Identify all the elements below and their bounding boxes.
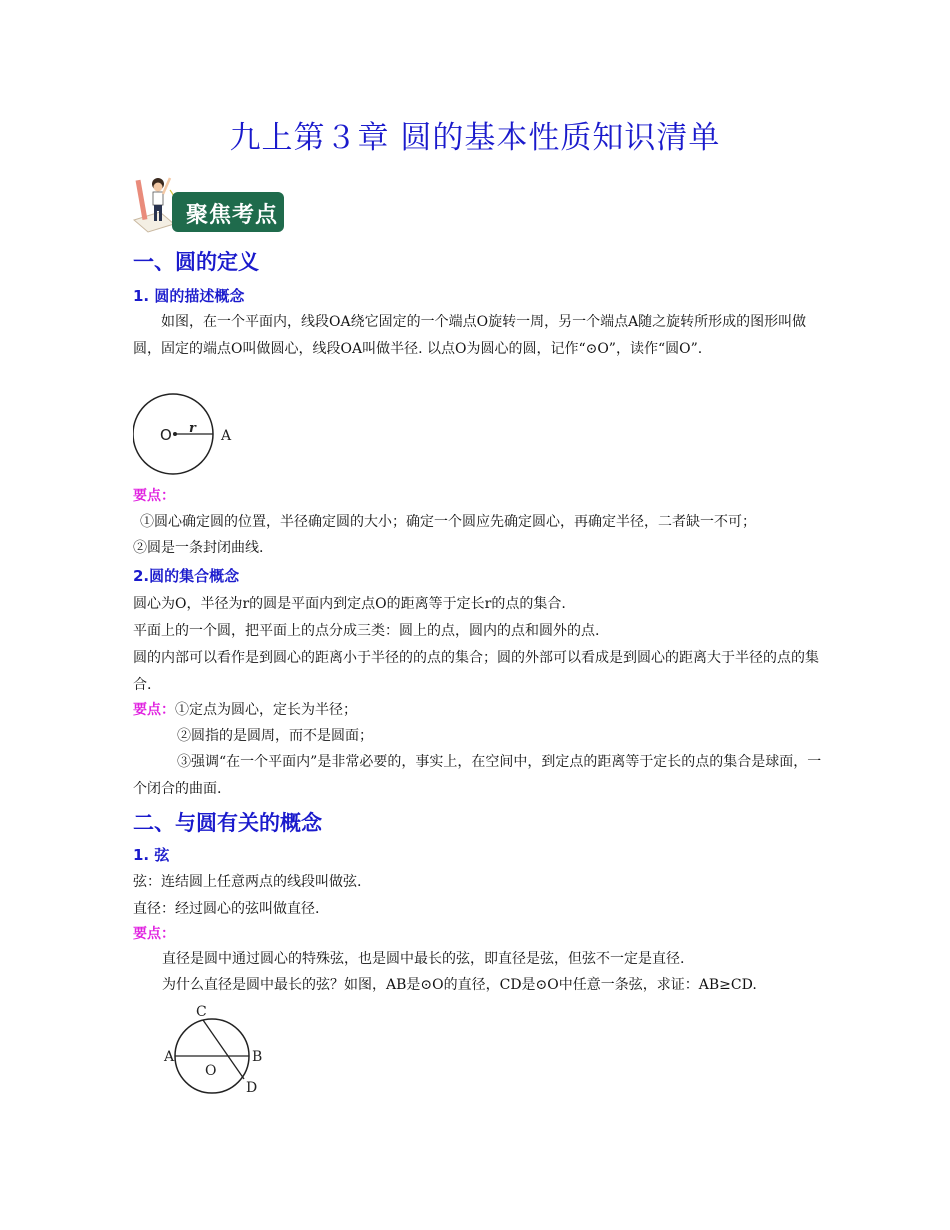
point-a-label: A (164, 1049, 175, 1065)
focus-badge (130, 172, 285, 234)
paragraph-set-2: 平面上的一个圆，把平面上的点分成三类：圆上的点，圆内的点和圆外的点. (133, 623, 600, 639)
paragraph-chord: 弦：连结圆上任意两点的线段叫做弦. (133, 874, 362, 890)
subsection-heading-1-2: 2.圆的集合概念 (133, 567, 240, 585)
badge-label: 聚焦考点 (186, 203, 279, 228)
radius-label: r (189, 421, 196, 436)
paragraph-diameter: 直径：经过圆心的弦叫做直径. (133, 901, 320, 917)
subsection-heading-2-1: 1. 弦 (133, 846, 170, 864)
circle-radius-figure (133, 392, 243, 478)
paragraph-circle-description: 如图，在一个平面内，线段OA绕它固定的一个端点O旋转一周，另一个端点A随之旋转所形成的图形叫做圆，固定的端点O叫做圆心，线段OA叫做半径. 以点O为圆心的圆，记作“⊙O”，读作“圆O”. (133, 314, 807, 357)
section-heading-1: 一、圆的定义 (133, 250, 259, 274)
point-b-label: B (252, 1049, 263, 1065)
center-o-label: O (205, 1063, 217, 1079)
badge-bar (172, 192, 284, 232)
key-points-label-3: 要点： (133, 926, 175, 942)
key-points-label-1: 要点： (133, 488, 175, 504)
key-point-3-1: 直径是圆中通过圆心的特殊弦，也是圆中最长的弦，即直径是弦，但弦不一定是直径. (162, 951, 685, 967)
key-point-3-2: 为什么直径是圆中最长的弦？如图，AB是⊙O的直径，CD是⊙O中任意一条弦，求证：AB≥CD. (162, 977, 757, 993)
key-point-1-1: ①圆心确定圆的位置，半径确定圆的大小；确定一个圆应先确定圆心，再确定半径，二者缺一不可； (140, 514, 756, 530)
key-point-2-2: ②圆指的是圆周，而不是圆面； (177, 728, 373, 744)
subsection-heading-1-1: 1. 圆的描述概念 (133, 287, 245, 305)
key-point-2-3: ③强调“在一个平面内”是非常必要的，事实上，在空间中，到定点的距离等于定长的点的集合是球面，一个闭合的曲面. (133, 754, 822, 797)
section-heading-2: 二、与圆有关的概念 (133, 811, 322, 835)
center-label: O (160, 426, 172, 444)
key-point-1-2: ②圆是一条封闭曲线. (133, 540, 264, 556)
paragraph-set-3: 圆的内部可以看作是到圆心的距离小于半径的的点的集合；圆的外部可以看成是到圆心的距离大于半径的点的集合. (133, 650, 819, 693)
paragraph-set-1: 圆心为O，半径为r的圆是平面内到定点O的距离等于定长r的点的集合. (133, 596, 566, 612)
point-d-label: D (246, 1080, 258, 1095)
point-c-label: C (196, 1004, 207, 1020)
document-title: 九上第３章 圆的基本性质知识清单 (229, 120, 721, 156)
chord-diameter-figure (160, 1000, 270, 1095)
key-points-row-2-1: 要点：①定点为圆心，定长为半径； (133, 702, 357, 718)
point-a-label: A (221, 428, 232, 444)
